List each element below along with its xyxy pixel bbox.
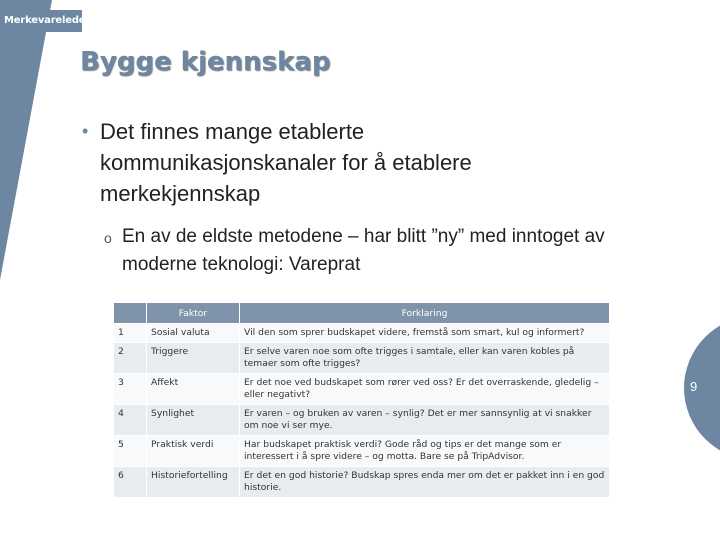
row-explanation: Er selve varen noe som ofte trigges i samtale, eller kan varen kobles på temaer som ofte trigges? bbox=[240, 343, 610, 374]
bullet-dot-icon: • bbox=[82, 121, 89, 141]
row-factor: Synlighet bbox=[147, 405, 240, 436]
row-number: 1 bbox=[114, 324, 147, 343]
sub-bullet-text: En av de eldste metodene – har blitt ”ny” med inntoget av moderne teknologi: Vareprat bbox=[122, 226, 605, 275]
row-number: 2 bbox=[114, 343, 147, 374]
sub-bullet-item bbox=[104, 223, 624, 279]
row-number: 4 bbox=[114, 405, 147, 436]
row-factor: Triggere bbox=[147, 343, 240, 374]
bullet-item bbox=[82, 116, 602, 209]
row-number: 3 bbox=[114, 374, 147, 405]
table-row bbox=[114, 343, 610, 374]
factor-table bbox=[113, 302, 610, 498]
table-row bbox=[114, 324, 610, 343]
table-row bbox=[114, 436, 610, 467]
row-explanation: Er det en god historie? Budskap spres enda mer om det er pakket inn i en god historie. bbox=[240, 467, 610, 498]
table-row bbox=[114, 467, 610, 498]
table-row bbox=[114, 374, 610, 405]
row-explanation: Er varen – og bruken av varen – synlig? Det er mer sannsynlig at vi snakker om noe vi ser mye. bbox=[240, 405, 610, 436]
left-decor-wedge bbox=[0, 0, 60, 280]
row-factor: Historiefortelling bbox=[147, 467, 240, 498]
row-factor: Praktisk verdi bbox=[147, 436, 240, 467]
table-header-row bbox=[114, 303, 610, 324]
header-explanation: Forklaring bbox=[240, 303, 610, 324]
row-explanation: Vil den som sprer budskapet videre, fremstå som smart, kul og informert? bbox=[240, 324, 610, 343]
row-factor: Affekt bbox=[147, 374, 240, 405]
sub-bullet-circle-icon: o bbox=[104, 230, 112, 246]
header-factor: Faktor bbox=[147, 303, 240, 324]
page-number: 9 bbox=[690, 379, 698, 394]
row-number: 5 bbox=[114, 436, 147, 467]
row-explanation: Har budskapet praktisk verdi? Gode råd og tips er det mange som er interessert i å spre videre – og motta. Bare se på TripAdvisor. bbox=[240, 436, 610, 467]
brand-label: Merkevareledelse bbox=[0, 10, 82, 32]
row-number: 6 bbox=[114, 467, 147, 498]
row-factor: Sosial valuta bbox=[147, 324, 240, 343]
bullet-text: Det finnes mange etablerte kommunikasjonskanaler for å etablere merkekjennskap bbox=[100, 119, 472, 206]
header-num bbox=[114, 303, 147, 324]
row-explanation: Er det noe ved budskapet som rører ved oss? Er det overraskende, gledelig – eller negativt? bbox=[240, 374, 610, 405]
slide-title: Bygge kjennskap bbox=[80, 47, 331, 77]
table-row bbox=[114, 405, 610, 436]
page-number-circle bbox=[682, 318, 720, 458]
